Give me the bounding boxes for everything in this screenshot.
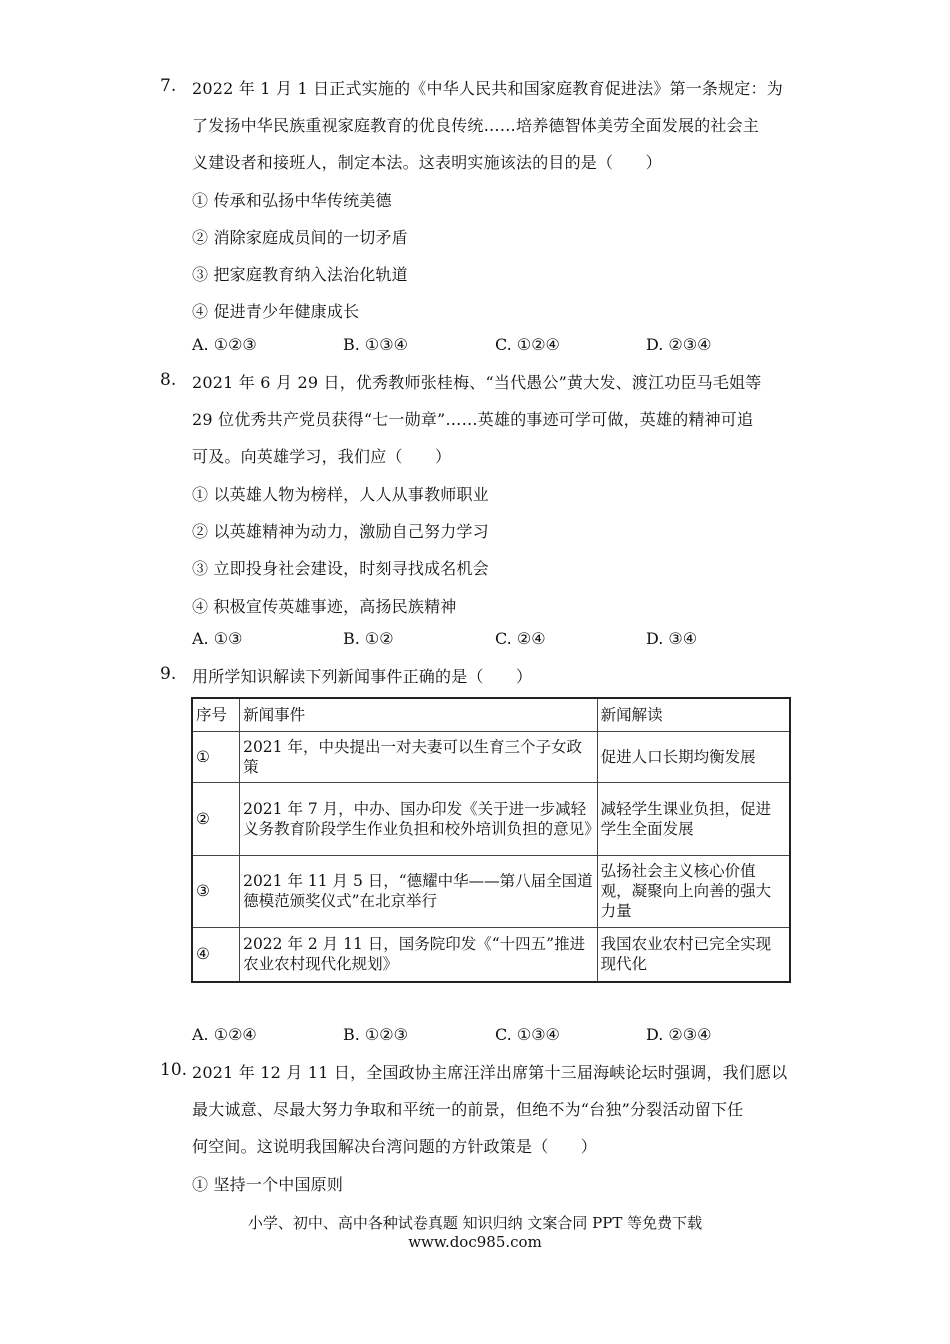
table-row [192, 782, 790, 855]
q8-statement-1: ① 以英雄人物为榜样，人人从事教师职业 [192, 485, 489, 504]
q7-stem-line-3: 义建设者和接班人，制定本法。这表明实施该法的目的是（ ） [192, 153, 662, 172]
q9-option-d: D. ②③④ [646, 1025, 712, 1044]
q9-stem: 用所学知识解读下列新闻事件正确的是（ ） [192, 667, 533, 686]
table-cell: 我国农业农村已完全实现现代化 [597, 927, 790, 982]
table-cell: ④ [192, 927, 240, 982]
q8-option-c: C. ②④ [495, 629, 546, 648]
q9-number: 9. [160, 664, 177, 684]
footer-website-link[interactable]: www.doc985.com [408, 1233, 542, 1251]
q8-stem-line-2: 29 位优秀共产党员获得“七一勋章”……英雄的事迹可学可做，英雄的精神可追 [192, 410, 754, 429]
table-cell: 2021 年 11 月 5 日，“德耀中华——第八届全国道德模范颁奖仪式”在北京举行 [240, 855, 598, 927]
table-header-cell: 新闻事件 [240, 698, 598, 731]
table-cell: ② [192, 782, 240, 855]
q8-stem-line-3: 可及。向英雄学习，我们应（ ） [192, 447, 452, 466]
q8-number: 8. [160, 370, 177, 390]
q7-stem-line-1: 2022 年 1 月 1 日正式实施的《中华人民共和国家庭教育促进法》第一条规定：为 [192, 79, 783, 98]
news-table [191, 697, 791, 983]
table-header-row [192, 698, 790, 731]
table-cell: 2021 年 7 月，中办、国办印发《关于进一步减轻义务教育阶段学生作业负担和校外培训负担的意见》 [240, 782, 598, 855]
table-cell: 2021 年，中央提出一对夫妻可以生育三个子女政策 [240, 731, 598, 782]
q7-statement-1: ① 传承和弘扬中华传统美德 [192, 191, 392, 210]
table-header-cell: 序号 [192, 698, 240, 731]
q7-number: 7. [160, 76, 177, 96]
table-row [192, 731, 790, 782]
q8-statement-3: ③ 立即投身社会建设，时刻寻找成名机会 [192, 559, 489, 578]
q10-stem-line-3: 何空间。这说明我国解决台湾问题的方针政策是（ ） [192, 1137, 598, 1156]
q8-option-d: D. ③④ [646, 629, 698, 648]
q7-statement-3: ③ 把家庭教育纳入法治化轨道 [192, 265, 408, 284]
footer-promo-text: 小学、初中、高中各种试卷真题 知识归纳 文案合同 PPT 等免费下载 [247, 1214, 703, 1232]
q10-statement-1: ① 坚持一个中国原则 [192, 1175, 344, 1194]
table-cell: ③ [192, 855, 240, 927]
q8-stem-line-1: 2021 年 6 月 29 日，优秀教师张桂梅、“当代愚公”黄大发、渡江功臣马毛姐等 [192, 373, 762, 392]
q9-option-a: A. ①②④ [192, 1025, 257, 1044]
q7-option-c: C. ①②④ [495, 335, 560, 354]
q9-option-b: B. ①②③ [343, 1025, 408, 1044]
q7-option-b: B. ①③④ [343, 335, 408, 354]
table-cell: 减轻学生课业负担，促进学生全面发展 [597, 782, 790, 855]
q7-option-a: A. ①②③ [192, 335, 257, 354]
table-row [192, 927, 790, 982]
q10-number: 10. [160, 1060, 188, 1080]
table-row [192, 855, 790, 927]
table-cell: 2022 年 2 月 11 日，国务院印发《“十四五”推进农业农村现代化规划》 [240, 927, 598, 982]
q8-statement-2: ② 以英雄精神为动力，激励自己努力学习 [192, 522, 489, 541]
table-cell: ① [192, 731, 240, 782]
q7-option-d: D. ②③④ [646, 335, 712, 354]
q8-statement-4: ④ 积极宣传英雄事迹，高扬民族精神 [192, 597, 457, 616]
q7-statement-2: ② 消除家庭成员间的一切矛盾 [192, 228, 408, 247]
q9-option-c: C. ①③④ [495, 1025, 560, 1044]
table-cell: 促进人口长期均衡发展 [597, 731, 790, 782]
q7-stem-line-2: 了发扬中华民族重视家庭教育的优良传统……培养德智体美劳全面发展的社会主 [192, 116, 760, 135]
table-cell: 弘扬社会主义核心价值观，凝聚向上向善的强大力量 [597, 855, 790, 927]
q8-option-b: B. ①② [343, 629, 394, 648]
q8-option-a: A. ①③ [192, 629, 243, 648]
q10-stem-line-1: 2021 年 12 月 11 日，全国政协主席汪洋出席第十三届海峡论坛时强调，我们愿以 [192, 1063, 788, 1082]
q10-stem-line-2: 最大诚意、尽最大努力争取和平统一的前景，但绝不为“台独”分裂活动留下任 [192, 1100, 744, 1119]
table-header-cell: 新闻解读 [597, 698, 790, 731]
q7-statement-4: ④ 促进青少年健康成长 [192, 302, 360, 321]
